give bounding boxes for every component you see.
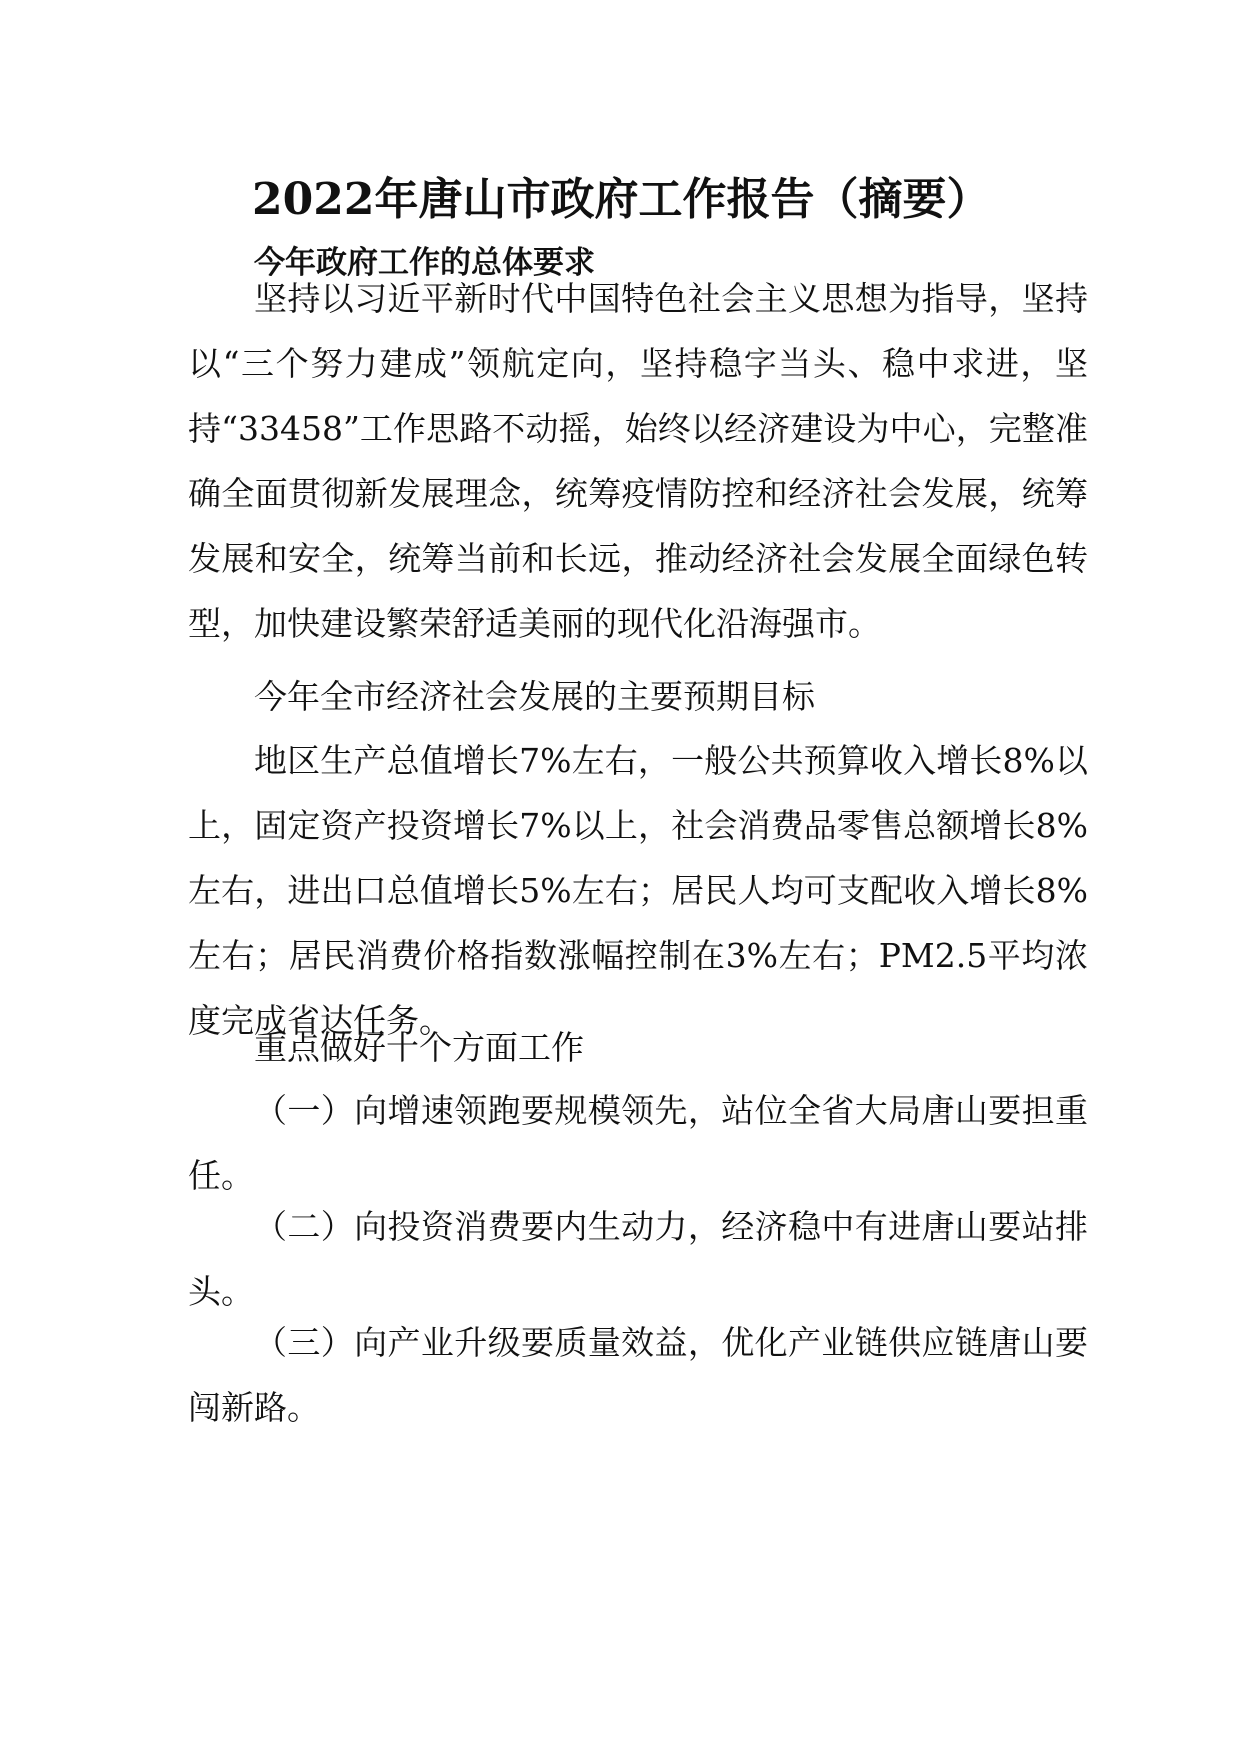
paragraph-requirements: 坚持以习近平新时代中国特色社会主义思想为指导，坚持以“三个努力建成”领航定向，坚持稳字当头、稳中求进，坚持“33458”工作思路不动摇，始终以经济建设为中心，完整准确全面贯彻新发展理念，统筹疫情防控和经济社会发展，统筹发展和安全，统筹当前和长远，推动经济社会发展全面绿色转型，加快建设繁荣舒适美丽的现代化沿海强市。 — [188, 279, 1088, 643]
section-heading-tasks: 重点做好十个方面工作 — [254, 1028, 584, 1067]
paragraph-targets: 地区生产总值增长7%左右，一般公共预算收入增长8%以上，固定资产投资增长7%以上，社会消费品零售总额增长8%左右，进出口总值增长5%左右；居民人均可支配收入增长8%左右；居民消费价格指数涨幅控制在3%左右；PM2.5平均浓度完成省达任务。 — [188, 741, 1088, 1040]
section-heading-requirements: 今年政府工作的总体要求 — [254, 245, 595, 281]
task-item: （二）向投资消费要内生动力，经济稳中有进唐山要站排头。 — [188, 1207, 1088, 1311]
task-item: （三）向产业升级要质量效益，优化产业链供应链唐山要闯新路。 — [188, 1323, 1088, 1427]
task-item-3-block — [188, 1310, 1088, 1440]
paragraph-targets-block — [188, 728, 1088, 1053]
task-item-2-block — [188, 1194, 1088, 1324]
section-heading-targets: 今年全市经济社会发展的主要预期目标 — [254, 677, 815, 716]
task-item-1-block — [188, 1078, 1088, 1208]
document-title: 2022年唐山市政府工作报告（摘要） — [252, 174, 991, 225]
task-item: （一）向增速领跑要规模领先，站位全省大局唐山要担重任。 — [188, 1091, 1088, 1195]
paragraph-requirements-block — [188, 266, 1088, 656]
